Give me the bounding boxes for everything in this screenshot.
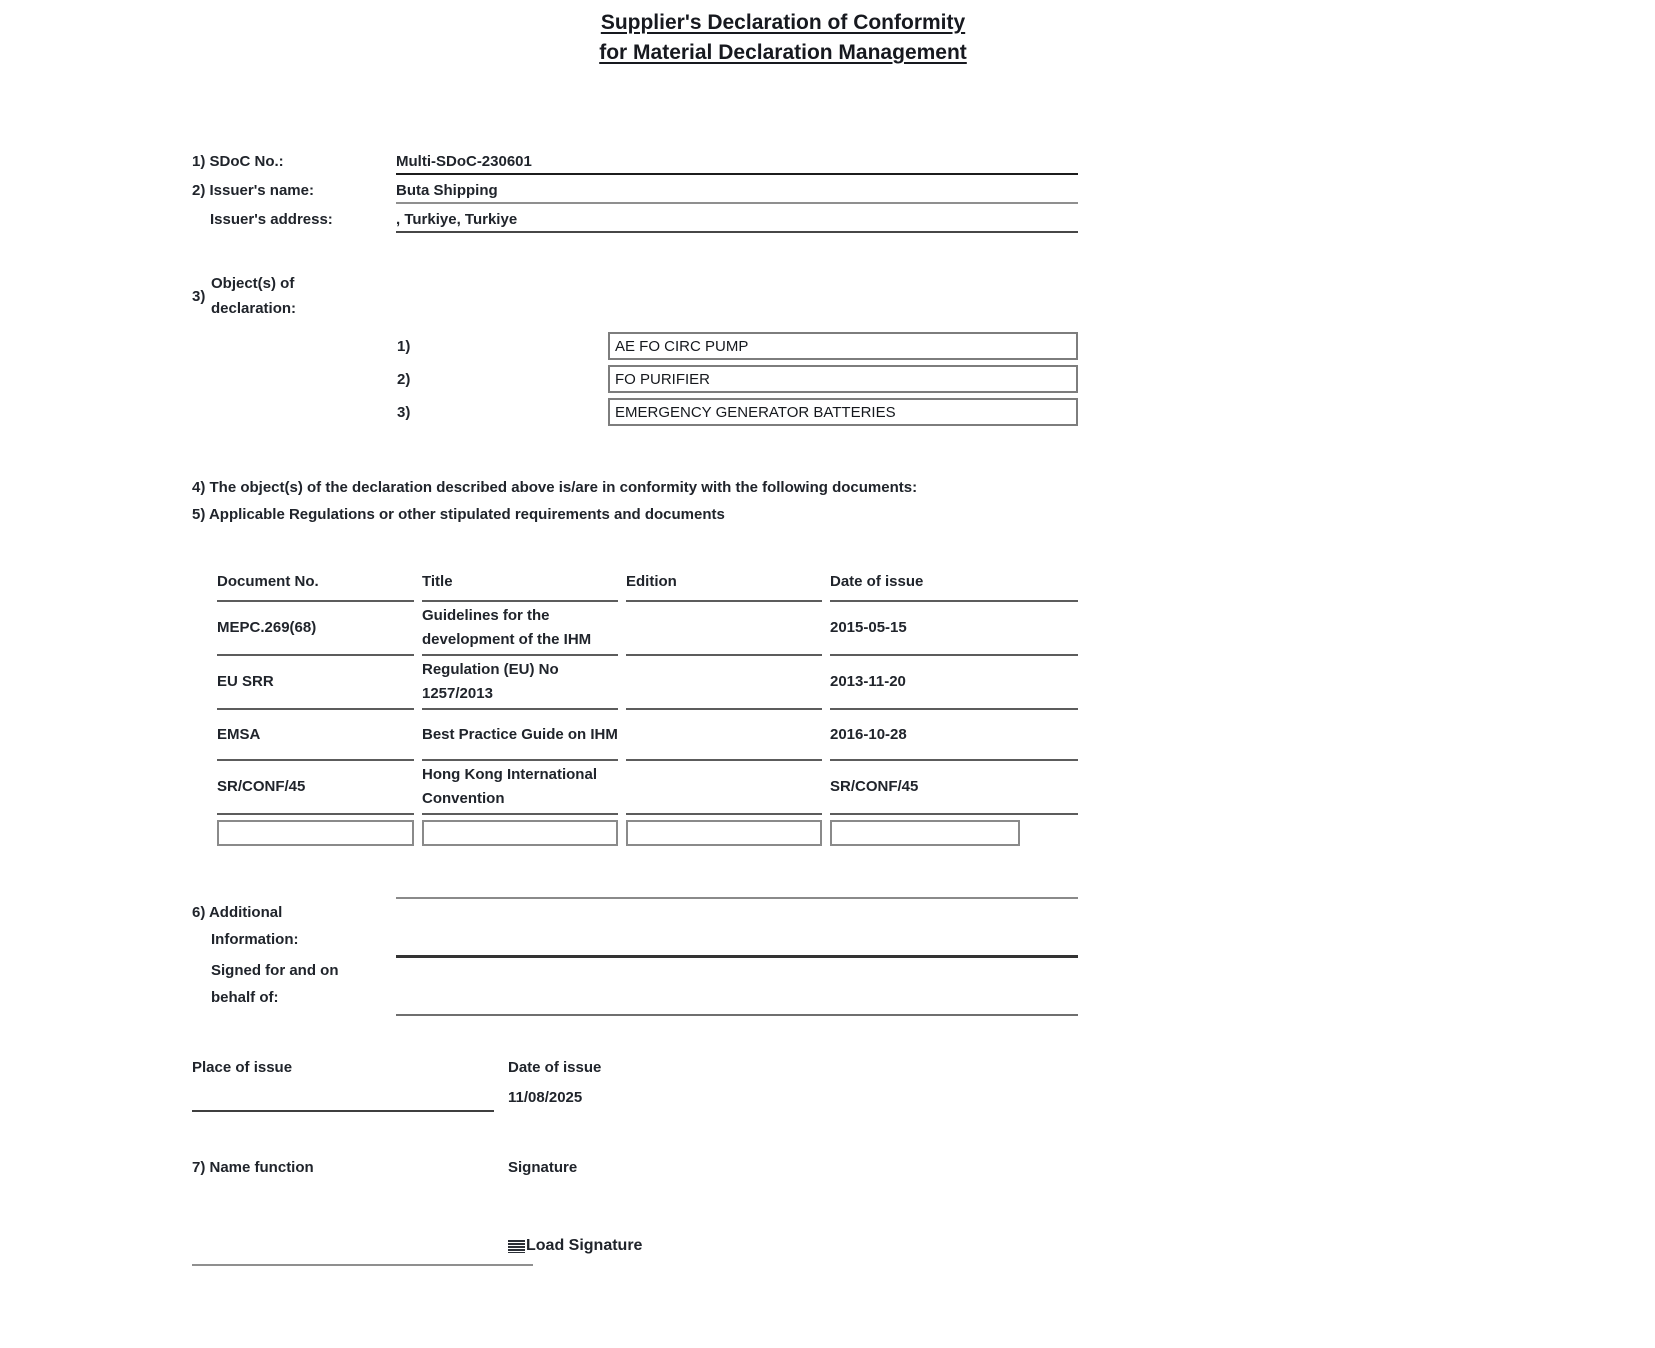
table-cell-date-of-issue: 2016-10-28 — [830, 710, 1078, 761]
table-cell-date-of-issue: SR/CONF/45 — [830, 761, 1078, 815]
additional-info-line-1[interactable] — [396, 897, 1078, 899]
new-document-no-input[interactable] — [217, 820, 414, 846]
table-cell-title: Best Practice Guide on IHM — [422, 710, 618, 761]
name-function-line[interactable] — [192, 1264, 533, 1266]
place-of-issue-line[interactable] — [192, 1110, 494, 1112]
table-cell-title: Hong Kong International Convention — [422, 761, 618, 815]
issuer-name-label: 2) Issuer's name: — [192, 182, 314, 199]
date-of-issue-label: Date of issue — [508, 1059, 602, 1076]
col-header-document-no: Document No. — [217, 570, 414, 602]
new-edition-input[interactable] — [626, 820, 822, 846]
col-header-date-of-issue: Date of issue — [830, 570, 1078, 602]
objects-label-line2: declaration: — [211, 300, 297, 317]
new-row-cell — [626, 815, 822, 851]
regulations-statement: 5) Applicable Regulations or other stipulated requirements and documents — [192, 506, 725, 523]
issuer-name-value: Buta Shipping — [396, 182, 498, 199]
load-signature-icon — [508, 1240, 525, 1253]
sdoc-no-field[interactable] — [396, 152, 1078, 175]
object-2-number: 2) — [397, 371, 411, 388]
sdoc-no-value: Multi-SDoC-230601 — [396, 153, 532, 170]
signed-for-line[interactable] — [396, 1014, 1078, 1016]
issuer-address-label: Issuer's address: — [210, 211, 333, 228]
object-3-input[interactable] — [608, 398, 1078, 426]
table-cell-edition — [626, 602, 822, 656]
additional-info-line-2[interactable] — [396, 955, 1078, 958]
signed-for-label-line2: behalf of: — [211, 989, 279, 1006]
table-cell-document-no: EU SRR — [217, 656, 414, 710]
objects-label-line1: Object(s) of — [211, 275, 295, 292]
table-cell-document-no: SR/CONF/45 — [217, 761, 414, 815]
signed-for-label-line1: Signed for and on — [211, 962, 339, 979]
object-1-number: 1) — [397, 338, 411, 355]
col-header-edition: Edition — [626, 570, 822, 602]
issuer-address-value: , Turkiye, Turkiye — [396, 211, 518, 228]
conformity-statement: 4) The object(s) of the declaration described above is/are in conformity with the following documents: — [192, 479, 918, 496]
object-2-input[interactable] — [608, 365, 1078, 393]
new-date-of-issue-input[interactable] — [830, 820, 1020, 846]
table-cell-document-no: MEPC.269(68) — [217, 602, 414, 656]
object-1-input[interactable] — [608, 332, 1078, 360]
issuer-name-field[interactable] — [396, 181, 1078, 204]
documents-table — [217, 570, 1078, 851]
name-function-label: 7) Name function — [192, 1159, 314, 1176]
object-3-number: 3) — [397, 404, 411, 421]
new-row-cell — [830, 815, 1078, 851]
new-title-input[interactable] — [422, 820, 618, 846]
table-cell-document-no: EMSA — [217, 710, 414, 761]
load-signature-button[interactable] — [508, 1237, 642, 1255]
table-cell-title: Guidelines for the development of the IHM — [422, 602, 618, 656]
new-row-cell — [422, 815, 618, 851]
new-row-cell — [217, 815, 414, 851]
load-signature-label: Load Signature — [526, 1237, 643, 1254]
issuer-address-field[interactable] — [396, 210, 1078, 233]
additional-info-label-line2: Information: — [211, 931, 299, 948]
signature-label: Signature — [508, 1159, 578, 1176]
sdoc-no-label: 1) SDoC No.: — [192, 153, 284, 170]
col-header-title: Title — [422, 570, 618, 602]
additional-info-label-line1: 6) Additional — [192, 904, 283, 921]
table-cell-title: Regulation (EU) No 1257/2013 — [422, 656, 618, 710]
table-cell-edition — [626, 761, 822, 815]
place-of-issue-label: Place of issue — [192, 1059, 293, 1076]
form-title — [328, 8, 1238, 68]
table-cell-edition — [626, 710, 822, 761]
table-cell-date-of-issue: 2015-05-15 — [830, 602, 1078, 656]
form-title-line2: for Material Declaration Management — [599, 41, 967, 64]
table-cell-date-of-issue: 2013-11-20 — [830, 656, 1078, 710]
date-of-issue-value: 11/08/2025 — [508, 1089, 583, 1106]
objects-section-number: 3) — [192, 288, 206, 305]
form-title-line1: Supplier's Declaration of Conformity — [600, 11, 966, 34]
table-cell-edition — [626, 656, 822, 710]
